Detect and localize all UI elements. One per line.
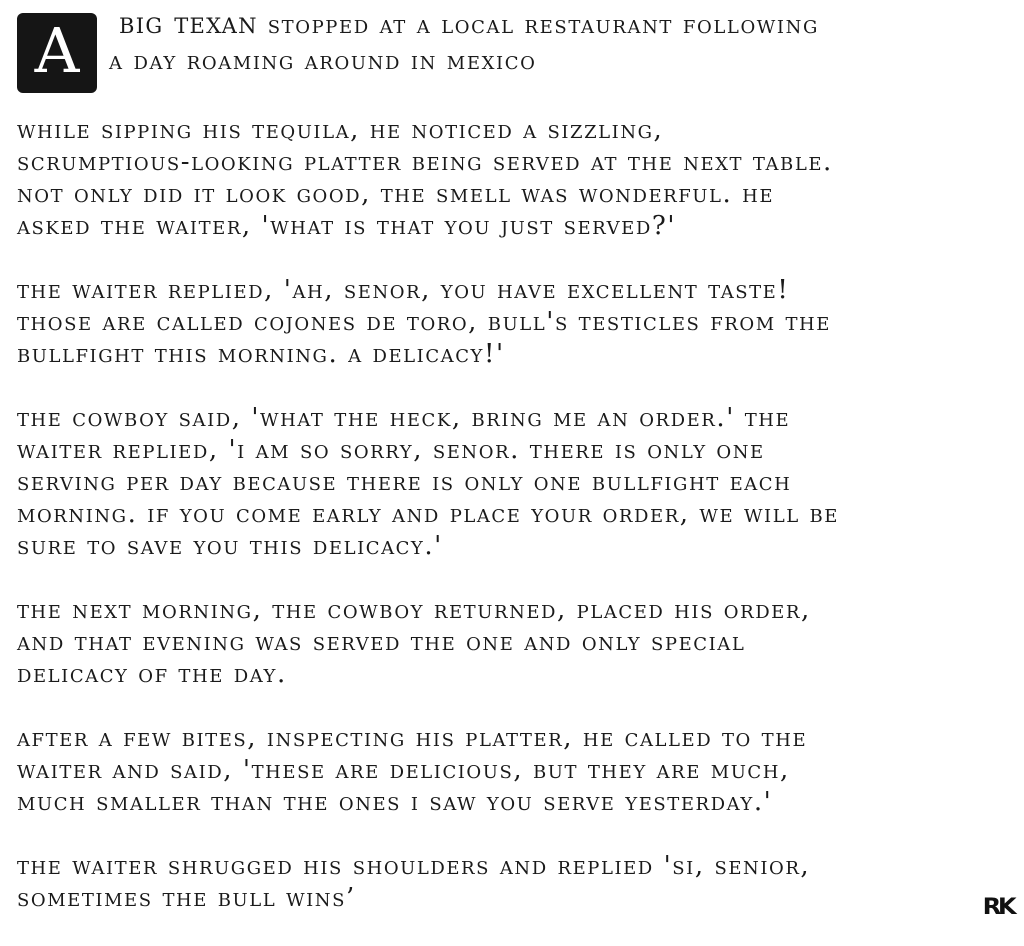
paragraph: the cowboy said, 'what the heck, bring me an order.' the waiter replied, 'i am so sorry, senor. there is only one serving per day because there is only one bullfight each morning. if you come early and place your order, we will be sure to save you this delicacy.'	[17, 403, 839, 561]
drop-cap-block	[17, 13, 97, 93]
paragraph: the next morning, the cowboy returned, placed his order, and that evening was served the one and only special delicacy of the day.	[17, 595, 811, 689]
paragraph: after a few bites, inspecting his platter, he called to the waiter and said, 'these are delicious, but they are much, much smaller than the ones i saw you serve yesterday.'	[17, 723, 808, 817]
intro-line-2: a day roaming around in mexico	[109, 46, 537, 76]
intro-text	[109, 6, 1014, 79]
drop-cap-letter: A	[34, 14, 80, 87]
intro-line-1	[109, 6, 1014, 43]
paragraph: the waiter shrugged his shoulders and replied 'si, senior, sometimes the bull wins’	[17, 851, 811, 913]
intro-line-1-rest: stopped at a local restaurant following	[267, 10, 819, 40]
author-signature: RK	[982, 895, 1014, 920]
story-body	[17, 114, 1017, 946]
paragraph: the waiter replied, 'ah, senor, you have excellent taste! those are called cojones de toro, bull's testicles from the bullfight this morning. a delicacy!'	[17, 275, 831, 369]
story-title: big texan	[119, 6, 258, 41]
paragraph: while sipping his tequila, he noticed a sizzling, scrumptious-looking platter being served at the next table. not only did it look good, the smell was wonderful. he asked the waiter, 'what is that you just served?'	[17, 115, 833, 241]
